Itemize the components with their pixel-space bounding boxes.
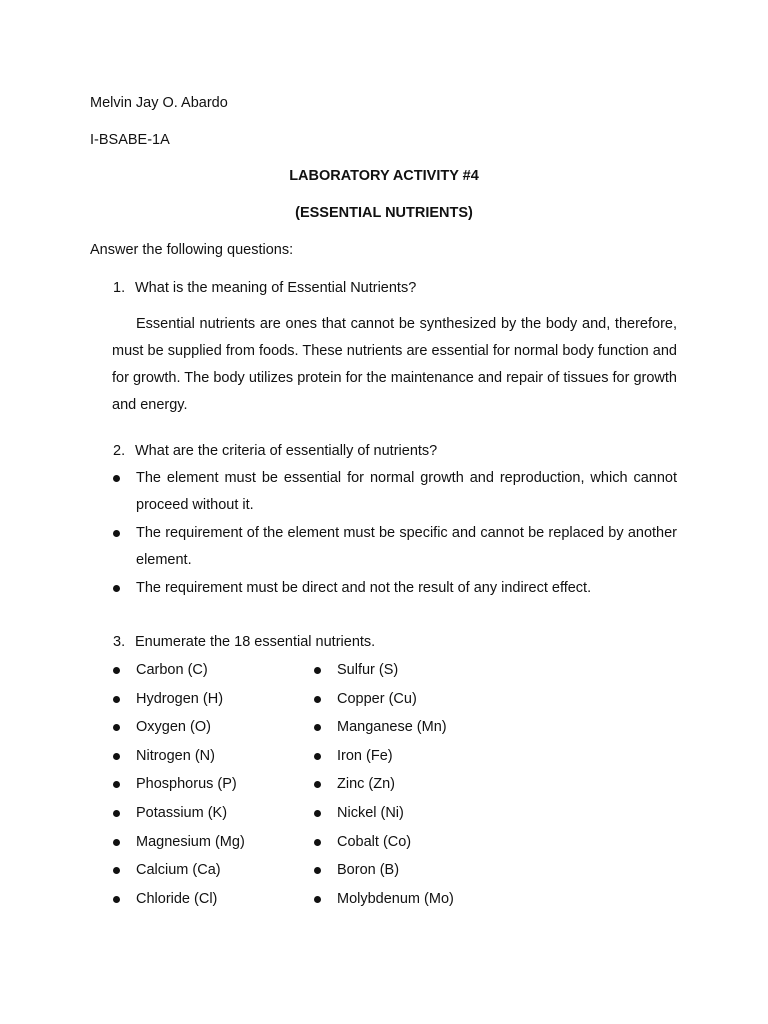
criteria-item: The requirement must be direct and not the result of any indirect effect. [136,580,592,596]
nutrient-item: Boron (B) [337,862,400,879]
student-name: Melvin Jay O. Abardo [90,95,228,111]
bullet-icon [113,530,120,537]
question-1-answer-text: Essential nutrients are ones that cannot be synthesized by the body and, therefore, must be supplied from foods. These nutrients are essential for normal body function and for growth. The body utilizes protein for the maintenance and repair of tissues for growth and energy. [112,316,677,413]
nutrient-item: Cobalt (Co) [337,833,412,850]
bullet-icon [314,724,321,731]
nutrient-item: Carbon (C) [136,662,208,678]
question-2-text: What are the criteria of essentially of nutrients? [135,443,438,459]
nutrient-item: Phosphorus (P) [136,776,237,793]
question-1-number: 1. [113,280,126,296]
question-2-number: 2. [113,443,126,459]
bullet-icon [113,781,120,788]
bullet-icon [113,585,120,592]
nutrient-item: Nitrogen (N) [136,747,215,764]
criteria-item: The requirement of the element must be specific and cannot be replaced by another element. [136,525,677,568]
nutrient-item: Zinc (Zn) [337,776,395,793]
nutrient-item: Potassium (K) [136,805,228,821]
bullet-icon [314,781,321,788]
criteria-item: The element must be essential for normal growth and reproduction, which cannot proceed without it. [136,470,677,513]
question-1-answer [112,311,677,419]
nutrient-item: Nickel (Ni) [337,805,404,821]
bullet-icon [113,896,120,903]
bullet-icon [314,896,321,903]
bullet-icon [113,839,120,846]
question-3-text: Enumerate the 18 essential nutrients. [135,634,376,650]
bullet-icon [314,839,321,846]
instructions-text: Answer the following questions: [90,242,294,258]
nutrient-item: Magnesium (Mg) [136,833,245,850]
bullet-icon [314,667,321,674]
bullet-icon [113,724,120,731]
bullet-icon [314,867,321,874]
bullet-icon [314,696,321,703]
bullet-icon [113,475,120,482]
nutrient-item: Oxygen (O) [136,719,211,736]
nutrient-item: Iron (Fe) [337,747,393,764]
bullet-icon [113,810,120,817]
nutrient-item: Molybdenum (Mo) [337,890,454,907]
student-section: I-BSABE-1A [90,132,170,148]
bullet-icon [314,810,321,817]
document-subtitle: (ESSENTIAL NUTRIENTS) [295,205,473,221]
question-3-number: 3. [113,634,126,650]
nutrient-item: Copper (Cu) [337,690,417,707]
nutrient-item: Manganese (Mn) [337,719,447,736]
bullet-icon [113,696,120,703]
nutrient-item: Chloride (Cl) [136,890,218,907]
nutrient-item: Sulfur (S) [337,662,399,678]
nutrient-item: Hydrogen (H) [136,690,224,707]
bullet-icon [314,753,321,760]
nutrient-item: Calcium (Ca) [136,862,221,879]
document-title: LABORATORY ACTIVITY #4 [289,168,479,184]
bullet-icon [113,867,120,874]
question-1-text: What is the meaning of Essential Nutrients? [135,280,417,296]
bullet-icon [113,753,120,760]
bullet-icon [113,667,120,674]
